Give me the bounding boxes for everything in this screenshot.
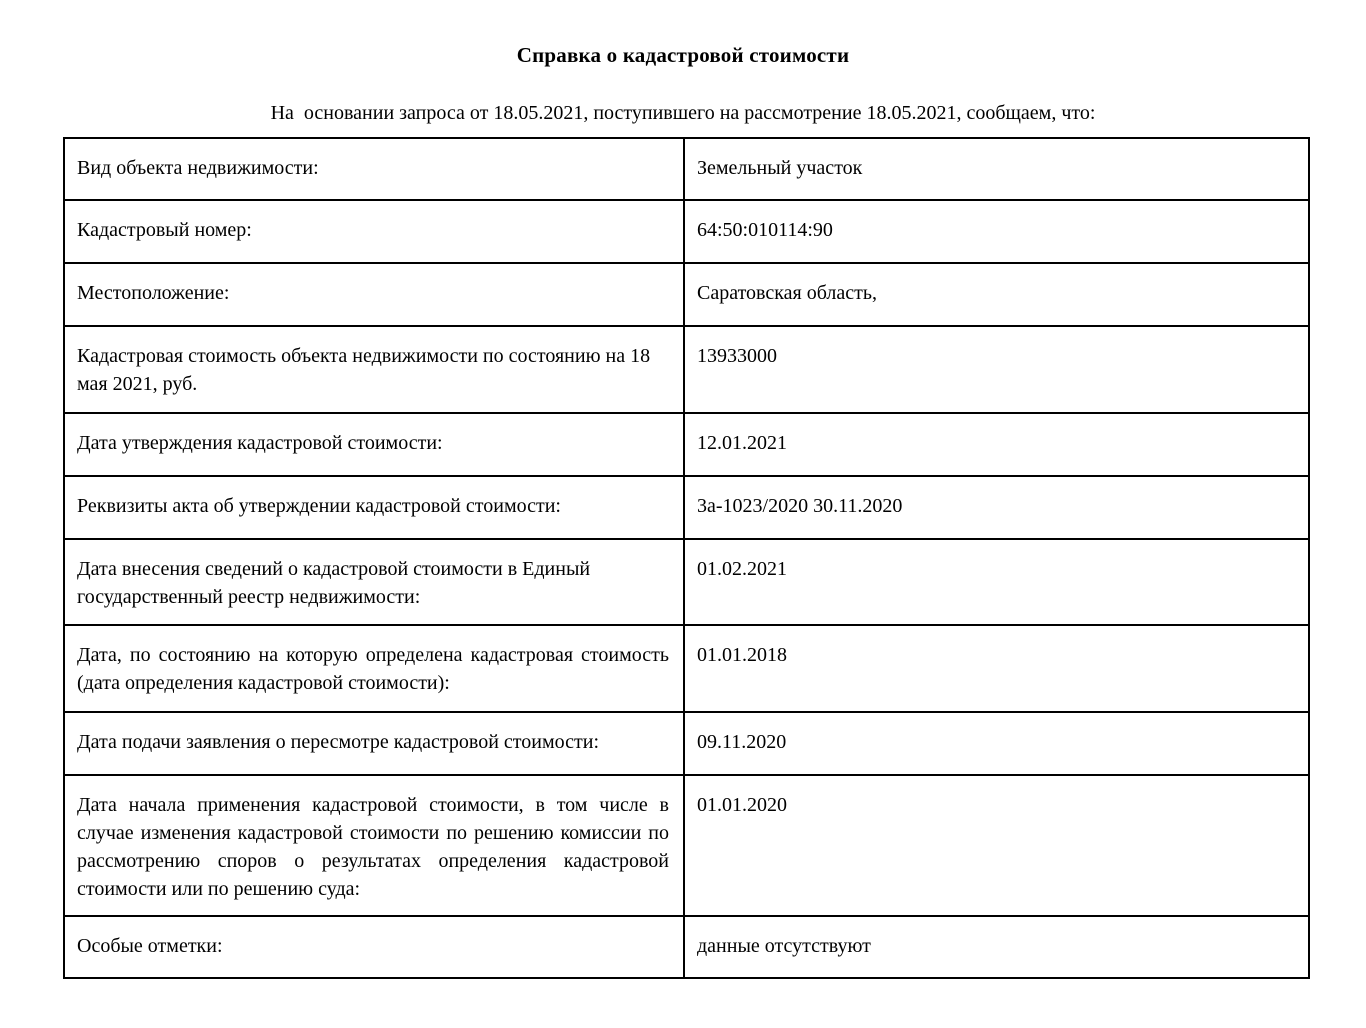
- row-value: 01.01.2018: [684, 625, 1309, 712]
- table-row: [64, 775, 1309, 916]
- row-value: 01.01.2020: [684, 775, 1309, 916]
- cadastral-value-table: [63, 137, 1310, 979]
- table-row: [64, 326, 1309, 413]
- page-title: Справка о кадастровой стоимости: [516, 43, 850, 67]
- row-value: 12.01.2021: [684, 413, 1309, 476]
- row-label: Особые отметки:: [64, 916, 684, 978]
- row-label: Дата начала применения кадастровой стоимости, в том числе в случае изменения кадастровой стоимости по решению комиссии по рассмотрению споров о результатах определения кадастровой стоимости или по решению суда:: [64, 775, 684, 916]
- row-label: Кадастровая стоимость объекта недвижимости по состоянию на 18 мая 2021, руб.: [64, 326, 684, 413]
- row-value: 64:50:010114:90: [684, 200, 1309, 263]
- row-value: Земельный участок: [684, 138, 1309, 200]
- row-value: 13933000: [684, 326, 1309, 413]
- row-label: Дата, по состоянию на которую определена кадастровая стоимость (дата определения кадастровой стоимости):: [64, 625, 684, 712]
- row-value: данные отсутствуют: [684, 916, 1309, 978]
- row-value: 01.02.2021: [684, 539, 1309, 625]
- table-row: [64, 200, 1309, 263]
- row-value: 3а-1023/2020 30.11.2020: [684, 476, 1309, 539]
- table-row: [64, 712, 1309, 775]
- row-value: 09.11.2020: [684, 712, 1309, 775]
- table-row: [64, 476, 1309, 539]
- table-row: [64, 263, 1309, 326]
- row-value: Саратовская область,: [684, 263, 1309, 326]
- table-row: [64, 625, 1309, 712]
- table-row: [64, 413, 1309, 476]
- row-label: Дата подачи заявления о пересмотре кадастровой стоимости:: [64, 712, 684, 775]
- table-row: [64, 916, 1309, 978]
- row-label: Вид объекта недвижимости:: [64, 138, 684, 200]
- table-row: [64, 138, 1309, 200]
- intro-text: На основании запроса от 18.05.2021, поступившего на рассмотрение 18.05.2021, сообщаем, что:: [270, 102, 1096, 124]
- row-label: Кадастровый номер:: [64, 200, 684, 263]
- row-label: Дата утверждения кадастровой стоимости:: [64, 413, 684, 476]
- row-label: Реквизиты акта об утверждении кадастровой стоимости:: [64, 476, 684, 539]
- table-row: [64, 539, 1309, 625]
- row-label: Дата внесения сведений о кадастровой стоимости в Единый государственный реестр недвижимости:: [64, 539, 684, 625]
- cadastral-table-body: [64, 138, 1309, 978]
- row-label: Местоположение:: [64, 263, 684, 326]
